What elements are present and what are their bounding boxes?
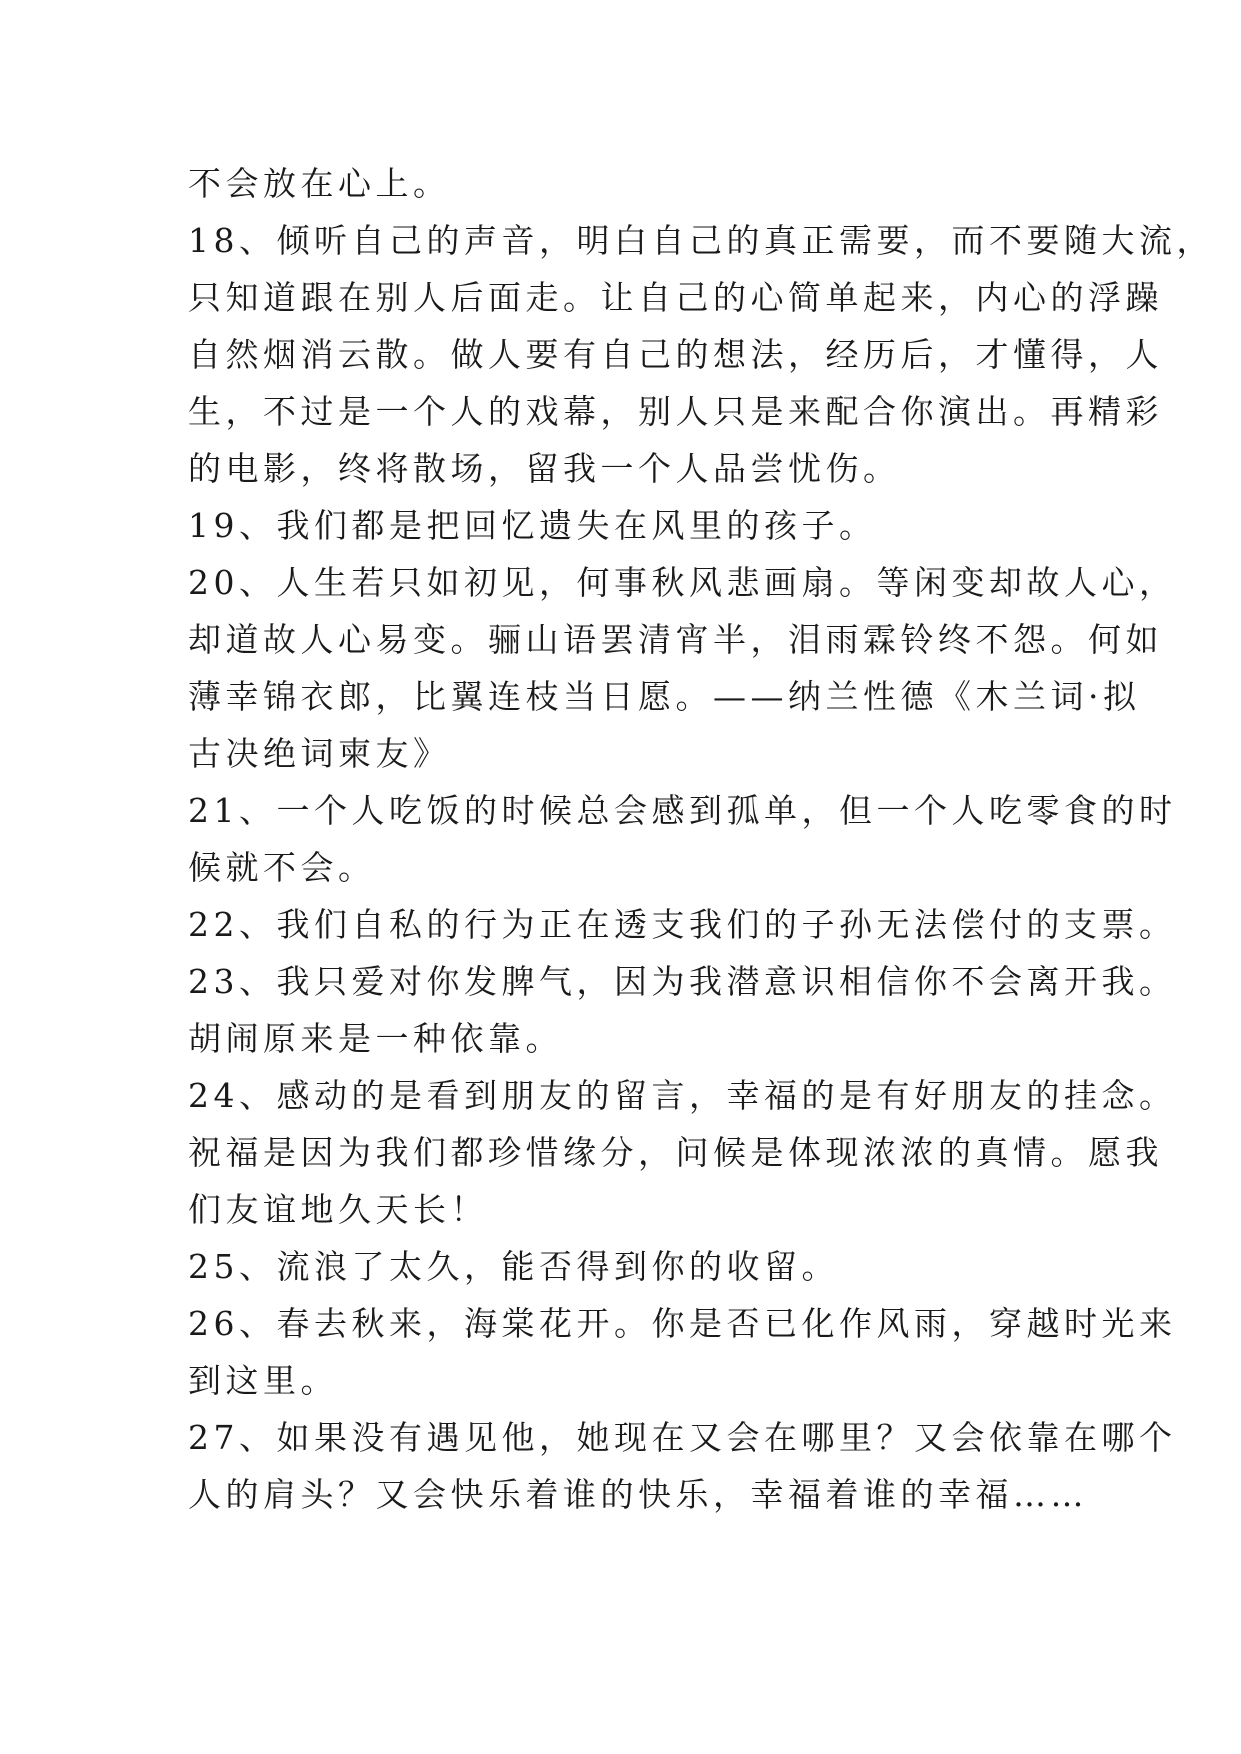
document-body xyxy=(188,155,1214,1523)
text-line: 祝福是因为我们都珍惜缘分，问候是体现浓浓的真情。愿我 xyxy=(188,1133,1163,1172)
text-line: 们友谊地久天长！ xyxy=(188,1190,488,1229)
text-line: 21、一个人吃饭的时候总会感到孤单，但一个人吃零食的时 xyxy=(188,791,1177,830)
text-line: 19、我们都是把回忆遗失在风里的孩子。 xyxy=(188,506,877,545)
text-line: 却道故人心易变。骊山语罢清宵半，泪雨霖铃终不怨。何如 xyxy=(188,620,1163,659)
text-line: 27、如果没有遇见他，她现在又会在哪里？又会依靠在哪个 xyxy=(188,1418,1177,1457)
text-line: 到这里。 xyxy=(188,1361,338,1400)
text-line: 候就不会。 xyxy=(188,848,376,887)
text-line: 薄幸锦衣郎，比翼连枝当日愿。——纳兰性德《木兰词·拟 xyxy=(188,677,1141,716)
text-line: 26、春去秋来，海棠花开。你是否已化作风雨，穿越时光来 xyxy=(188,1304,1177,1343)
text-line: 18、倾听自己的声音，明白自己的真正需要，而不要随大流， xyxy=(188,221,1214,260)
text-line: 自然烟消云散。做人要有自己的想法，经历后，才懂得，人 xyxy=(188,335,1163,374)
text-line: 的电影，终将散场，留我一个人品尝忧伤。 xyxy=(188,449,901,488)
text-line: 只知道跟在别人后面走。让自己的心简单起来，内心的浮躁 xyxy=(188,278,1163,317)
text-line: 胡闹原来是一种依靠。 xyxy=(188,1019,563,1058)
text-line: 20、人生若只如初见，何事秋风悲画扇。等闲变却故人心， xyxy=(188,563,1177,602)
text-line: 生，不过是一个人的戏幕，别人只是来配合你演出。再精彩 xyxy=(188,392,1163,431)
text-line: 人的肩头？又会快乐着谁的快乐，幸福着谁的幸福…… xyxy=(188,1475,1088,1514)
text-line: 不会放在心上。 xyxy=(188,164,451,203)
text-line: 古决绝词柬友》 xyxy=(188,734,451,773)
text-line: 22、我们自私的行为正在透支我们的子孙无法偿付的支票。 xyxy=(188,905,1177,944)
text-line: 24、感动的是看到朋友的留言，幸福的是有好朋友的挂念。 xyxy=(188,1076,1177,1115)
text-line: 25、流浪了太久，能否得到你的收留。 xyxy=(188,1247,839,1286)
text-line: 23、我只爱对你发脾气，因为我潜意识相信你不会离开我。 xyxy=(188,962,1177,1001)
